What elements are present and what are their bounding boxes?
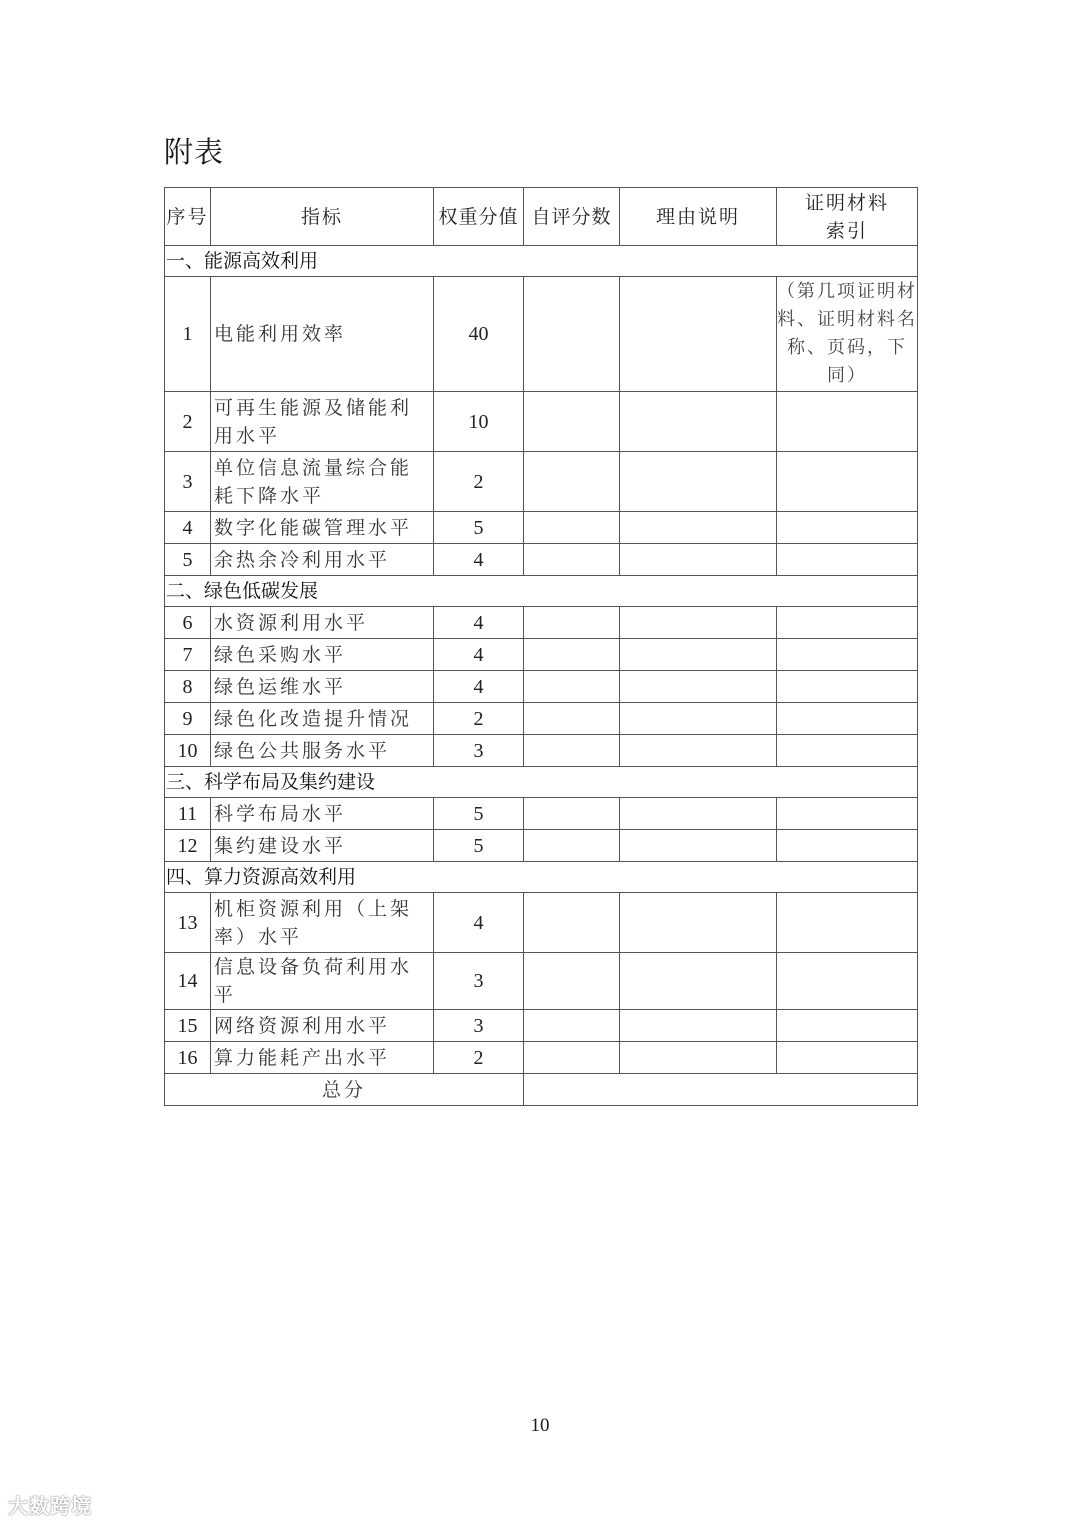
proof-cell[interactable]: [777, 1010, 918, 1042]
self-score-cell[interactable]: [524, 953, 620, 1010]
row-number: 3: [165, 452, 211, 512]
weight-value: 3: [434, 1010, 524, 1042]
reason-cell[interactable]: [620, 639, 777, 671]
reason-cell[interactable]: [620, 703, 777, 735]
indicator-name: 数字化能碳管理水平: [211, 512, 434, 544]
weight-value: 3: [434, 953, 524, 1010]
reason-cell[interactable]: [620, 735, 777, 767]
proof-cell[interactable]: [777, 953, 918, 1010]
self-score-cell[interactable]: [524, 512, 620, 544]
table-row: [165, 893, 918, 953]
table-row: [165, 392, 918, 452]
header-proof-line2: 索引: [825, 219, 868, 242]
table-row: [165, 953, 918, 1010]
header-proof: [777, 188, 918, 246]
self-score-cell[interactable]: [524, 703, 620, 735]
reason-cell[interactable]: [620, 798, 777, 830]
self-score-cell[interactable]: [524, 277, 620, 392]
self-score-cell[interactable]: [524, 798, 620, 830]
total-score-cell[interactable]: [524, 1074, 918, 1106]
indicator-name: 绿色化改造提升情况: [211, 703, 434, 735]
header-self-score: 自评分数: [524, 188, 620, 246]
row-number: 14: [165, 953, 211, 1010]
header-proof-line1: 证明材料: [804, 191, 889, 214]
row-number: 16: [165, 1042, 211, 1074]
row-number: 12: [165, 830, 211, 862]
row-number: 13: [165, 893, 211, 953]
proof-cell[interactable]: [777, 639, 918, 671]
row-number: 7: [165, 639, 211, 671]
row-number: 10: [165, 735, 211, 767]
reason-cell[interactable]: [620, 607, 777, 639]
header-weight: 权重分值: [434, 188, 524, 246]
proof-cell[interactable]: [777, 830, 918, 862]
indicator-name: 机柜资源利用（上架率）水平: [211, 893, 434, 953]
weight-value: 4: [434, 544, 524, 576]
indicator-name: 网络资源利用水平: [211, 1010, 434, 1042]
header-no: 序号: [165, 188, 211, 246]
indicator-name: 可再生能源及储能利用水平: [211, 392, 434, 452]
table-row: [165, 607, 918, 639]
proof-cell[interactable]: [777, 392, 918, 452]
weight-value: 3: [434, 735, 524, 767]
reason-cell[interactable]: [620, 1010, 777, 1042]
table-row: [165, 798, 918, 830]
self-score-cell[interactable]: [524, 544, 620, 576]
self-score-cell[interactable]: [524, 607, 620, 639]
section-row: [165, 576, 918, 607]
weight-value: 4: [434, 639, 524, 671]
proof-cell[interactable]: [777, 607, 918, 639]
indicator-name: 单位信息流量综合能耗下降水平: [211, 452, 434, 512]
weight-value: 4: [434, 607, 524, 639]
indicator-name: 算力能耗产出水平: [211, 1042, 434, 1074]
header-reason: 理由说明: [620, 188, 777, 246]
table-header-row: [165, 188, 918, 246]
row-number: 9: [165, 703, 211, 735]
proof-cell[interactable]: [777, 671, 918, 703]
self-score-cell[interactable]: [524, 830, 620, 862]
weight-value: 40: [434, 277, 524, 392]
section-label: 一、能源高效利用: [165, 246, 918, 277]
row-number: 6: [165, 607, 211, 639]
indicator-name: 余热余冷利用水平: [211, 544, 434, 576]
section-row: [165, 767, 918, 798]
weight-value: 4: [434, 893, 524, 953]
table-row: [165, 277, 918, 392]
section-label: 四、算力资源高效利用: [165, 862, 918, 893]
reason-cell[interactable]: [620, 953, 777, 1010]
weight-value: 2: [434, 1042, 524, 1074]
row-number: 8: [165, 671, 211, 703]
self-score-cell[interactable]: [524, 893, 620, 953]
weight-value: 2: [434, 452, 524, 512]
self-score-cell[interactable]: [524, 639, 620, 671]
reason-cell[interactable]: [620, 392, 777, 452]
self-score-cell[interactable]: [524, 735, 620, 767]
watermark: 大数跨境: [8, 1494, 92, 1518]
weight-value: 10: [434, 392, 524, 452]
weight-value: 5: [434, 830, 524, 862]
proof-cell[interactable]: [777, 798, 918, 830]
reason-cell[interactable]: [620, 671, 777, 703]
table-row: [165, 703, 918, 735]
proof-cell[interactable]: [777, 544, 918, 576]
indicator-name: 水资源利用水平: [211, 607, 434, 639]
table-row: [165, 639, 918, 671]
total-row: [165, 1074, 918, 1106]
proof-cell[interactable]: [777, 1042, 918, 1074]
header-indicator: 指标: [211, 188, 434, 246]
section-row: [165, 246, 918, 277]
table-row: [165, 544, 918, 576]
reason-cell[interactable]: [620, 544, 777, 576]
table-row: [165, 830, 918, 862]
indicator-name: 绿色公共服务水平: [211, 735, 434, 767]
proof-cell[interactable]: （第几项证明材料、证明材料名称、页码，下同）: [777, 277, 918, 392]
proof-cell[interactable]: [777, 452, 918, 512]
proof-cell[interactable]: [777, 512, 918, 544]
indicator-name: 绿色采购水平: [211, 639, 434, 671]
indicator-name: 集约建设水平: [211, 830, 434, 862]
reason-cell[interactable]: [620, 893, 777, 953]
row-number: 2: [165, 392, 211, 452]
indicator-name: 电能利用效率: [211, 277, 434, 392]
table-row: [165, 1010, 918, 1042]
total-label: 总分: [165, 1074, 524, 1106]
self-score-cell[interactable]: [524, 671, 620, 703]
table-row: [165, 452, 918, 512]
weight-value: 2: [434, 703, 524, 735]
table-row: [165, 735, 918, 767]
self-score-cell[interactable]: [524, 1042, 620, 1074]
table-row: [165, 512, 918, 544]
reason-cell[interactable]: [620, 830, 777, 862]
page-number: 10: [530, 1415, 550, 1436]
row-number: 15: [165, 1010, 211, 1042]
reason-cell[interactable]: [620, 452, 777, 512]
page-title: 附表: [164, 135, 225, 169]
section-row: [165, 862, 918, 893]
row-number: 4: [165, 512, 211, 544]
section-label: 三、科学布局及集约建设: [165, 767, 918, 798]
self-score-cell[interactable]: [524, 452, 620, 512]
evaluation-table: [164, 187, 918, 1106]
self-score-cell[interactable]: [524, 392, 620, 452]
table-row: [165, 671, 918, 703]
row-number: 5: [165, 544, 211, 576]
indicator-name: 科学布局水平: [211, 798, 434, 830]
reason-cell[interactable]: [620, 512, 777, 544]
weight-value: 5: [434, 798, 524, 830]
reason-cell[interactable]: [620, 277, 777, 392]
reason-cell[interactable]: [620, 1042, 777, 1074]
indicator-name: 绿色运维水平: [211, 671, 434, 703]
weight-value: 4: [434, 671, 524, 703]
self-score-cell[interactable]: [524, 1010, 620, 1042]
table-row: [165, 1042, 918, 1074]
proof-cell[interactable]: [777, 735, 918, 767]
indicator-name: 信息设备负荷利用水平: [211, 953, 434, 1010]
row-number: 1: [165, 277, 211, 392]
weight-value: 5: [434, 512, 524, 544]
section-label: 二、绿色低碳发展: [165, 576, 918, 607]
proof-cell[interactable]: [777, 703, 918, 735]
proof-cell[interactable]: [777, 893, 918, 953]
row-number: 11: [165, 798, 211, 830]
